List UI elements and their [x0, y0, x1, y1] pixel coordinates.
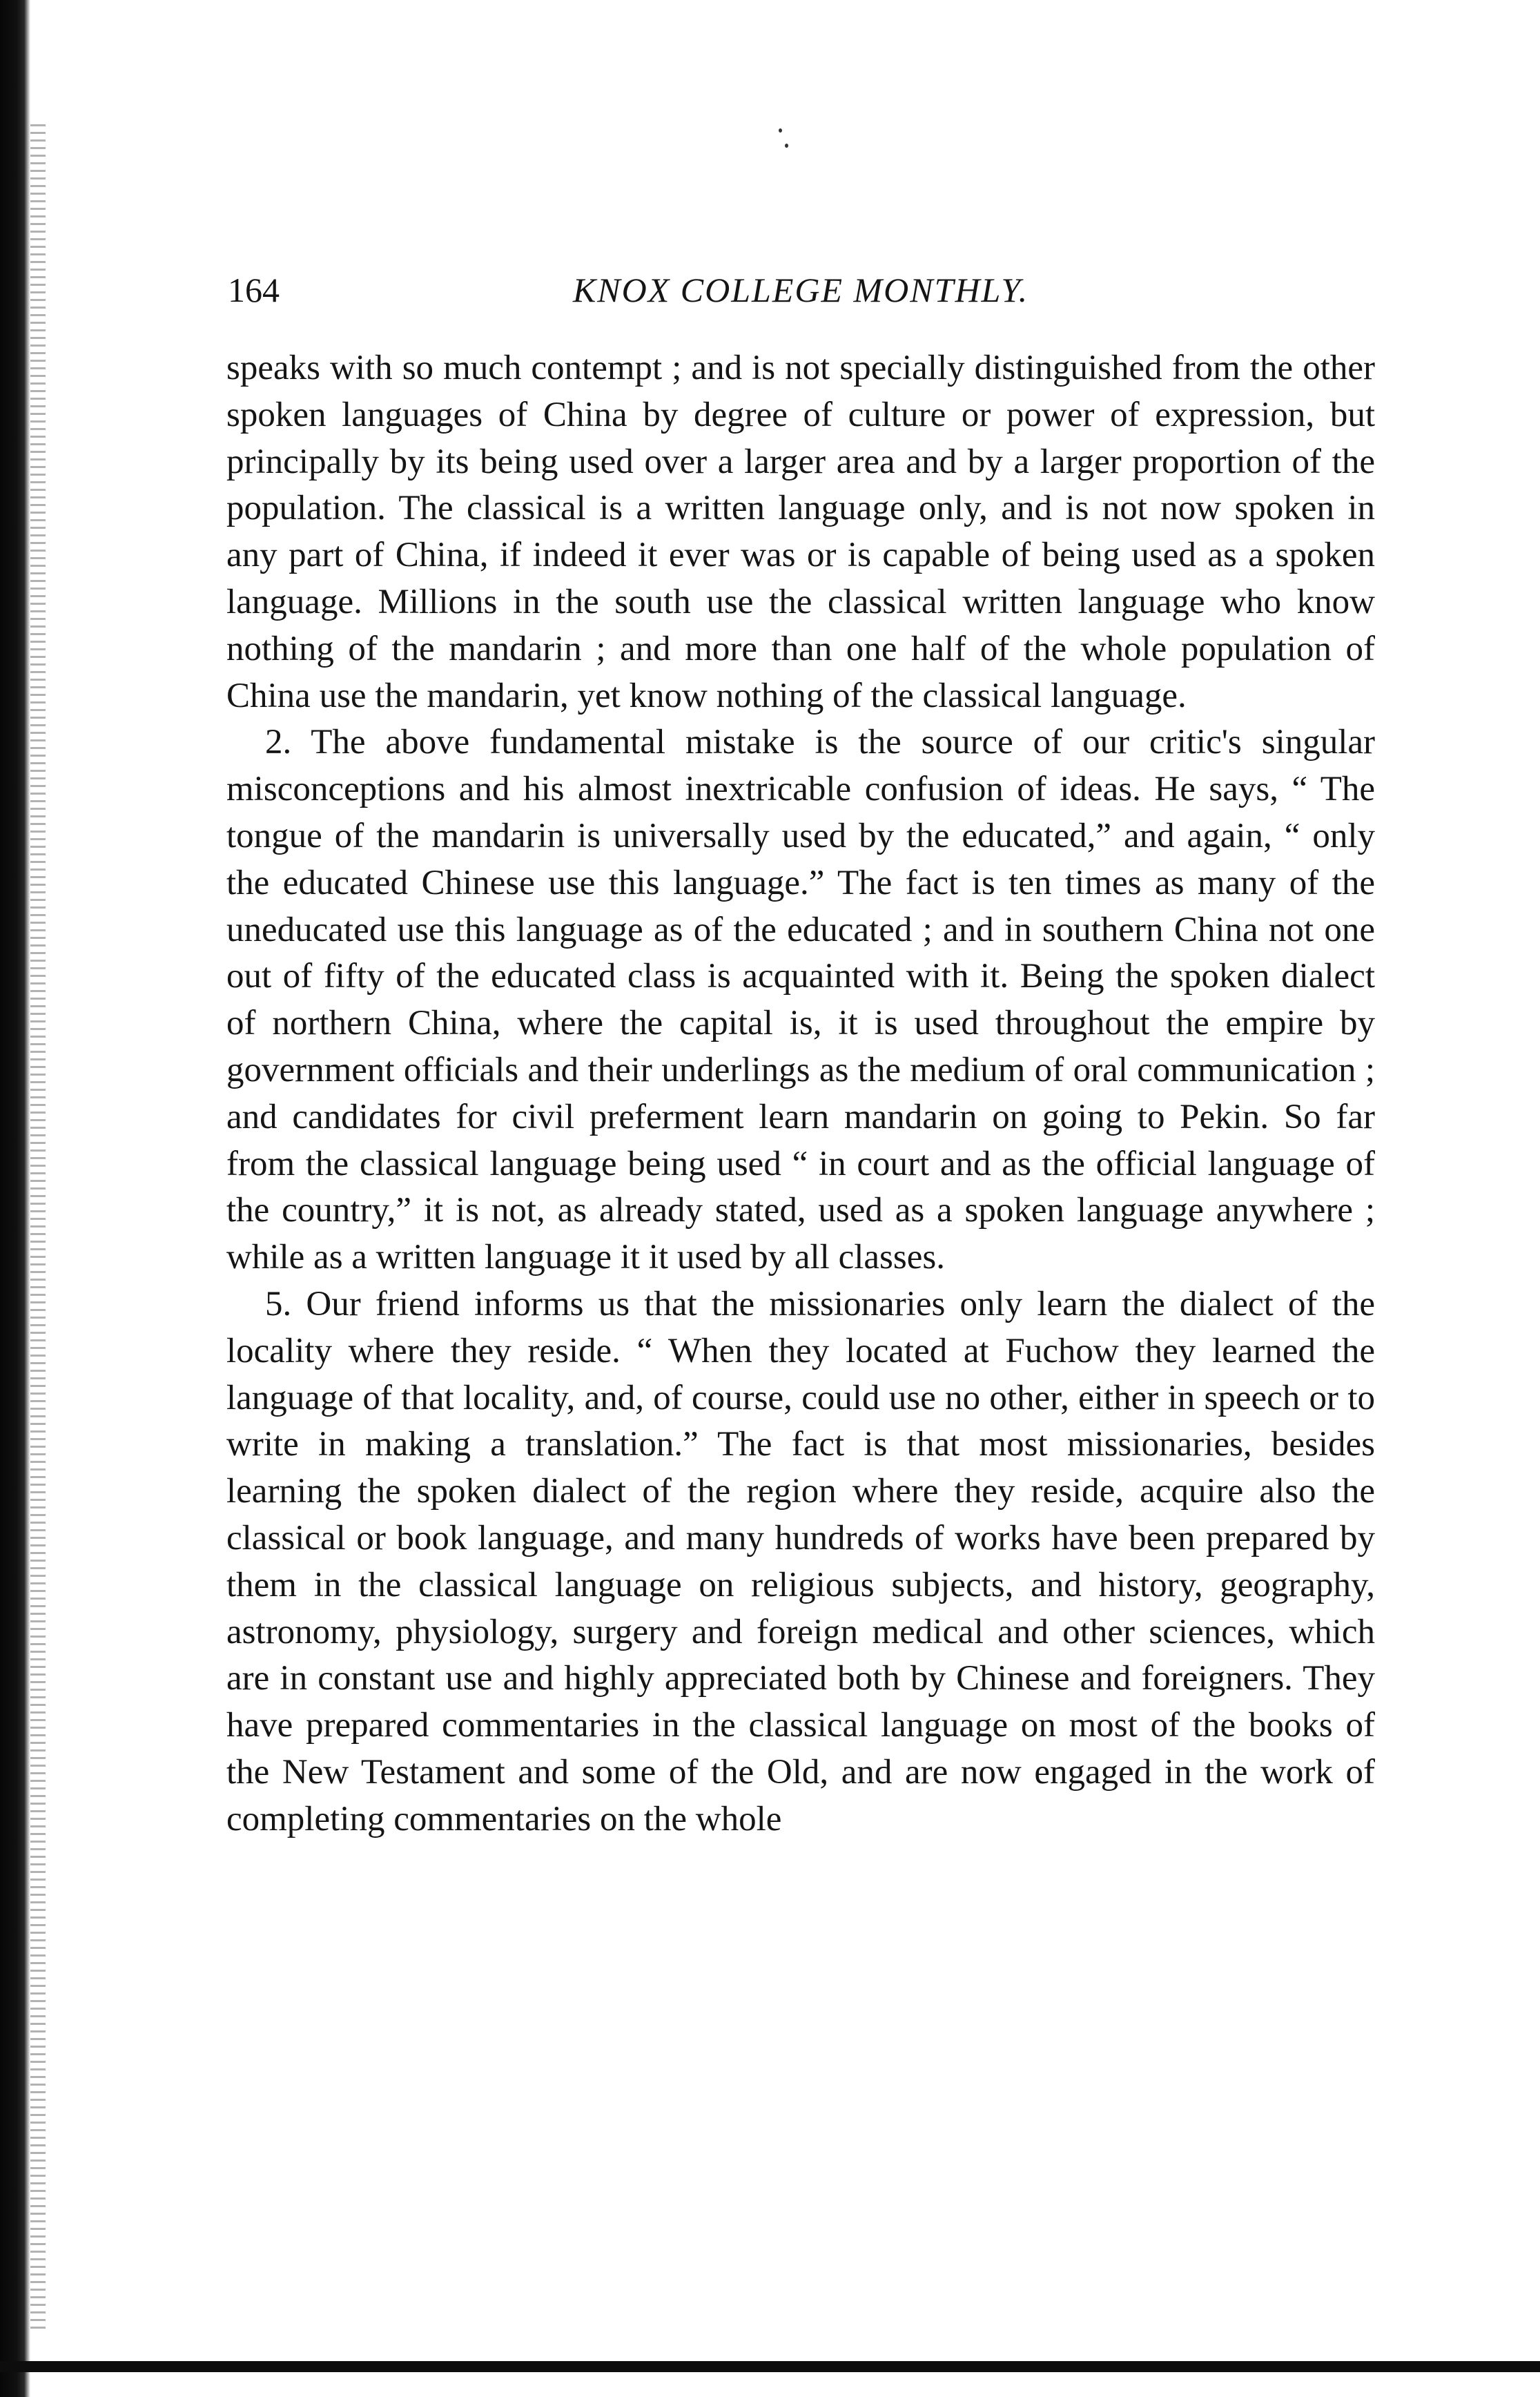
- running-head: KNOX COLLEGE MONTHLY.: [572, 271, 1029, 309]
- paragraph: speaks with so much contempt ; and is not specially distinguished from the other spoken languages of China by degree of culture or power of expression, but principally by its being used over a larger area and by a larger proportion of the population. The classical is a written language only, and is not now spoken in any part of China, if indeed it ever was or is capable of being used as a spoken language. Millions in the south use the classical written language who know nothing of the mandarin ; and more than one half of the whole population of China use the mandarin, yet know nothing of the classical language.: [226, 349, 1375, 715]
- paragraph: 5. Our friend informs us that the missionaries only learn the dialect of the locality where they reside. “ When they located at Fuchow they learned the language of that locality, and, of course, could use no other, either in speech or to write in making a translation.” The fact is that most missionaries, besides learning the spoken dialect of the region where they reside, acquire also the classical or book language, and many hundreds of works have been prepared by them in the classical language on religious subjects, and history, geography, astronomy, physiology, surgery and foreign medical and other sciences, which are in constant use and highly appreciated both by Chinese and foreigners. They have prepared commentaries in the classical language on most of the books of the New Testament and some of the Old, and are now engaged in the work of completing commentaries on the whole: [226, 1284, 1375, 1838]
- page-binding-edge: [0, 0, 30, 2397]
- stray-ink-mark: [779, 128, 782, 133]
- stray-ink-mark: [785, 144, 788, 148]
- binding-shadow: [30, 124, 46, 2333]
- page-header: [228, 262, 1374, 318]
- body-text: [226, 345, 1375, 1843]
- page-number: 164: [228, 271, 280, 309]
- bottom-border: [0, 2361, 1540, 2372]
- paragraph: 2. The above fundamental mistake is the source of our critic's singular misconceptions and his almost inextricable confusion of ideas. He says, “ The tongue of the mandarin is universally used by the educated,” and again, “ only the educated Chinese use this language.” The fact is ten times as many of the uneducated use this language as of the educated ; and in southern China not one out of fifty of the educated class is acquainted with it. Being the spoken dialect of northern China, where the capital is, it is used throughout the empire by government officials and their underlings as the medium of oral communication ; and candidates for civil preferment learn mandarin on going to Pekin. So far from the classical language being used “ in court and as the official language of the country,” it is not, as already stated, used as a spoken language anywhere ; while as a written language it it used by all classes.: [226, 723, 1375, 1277]
